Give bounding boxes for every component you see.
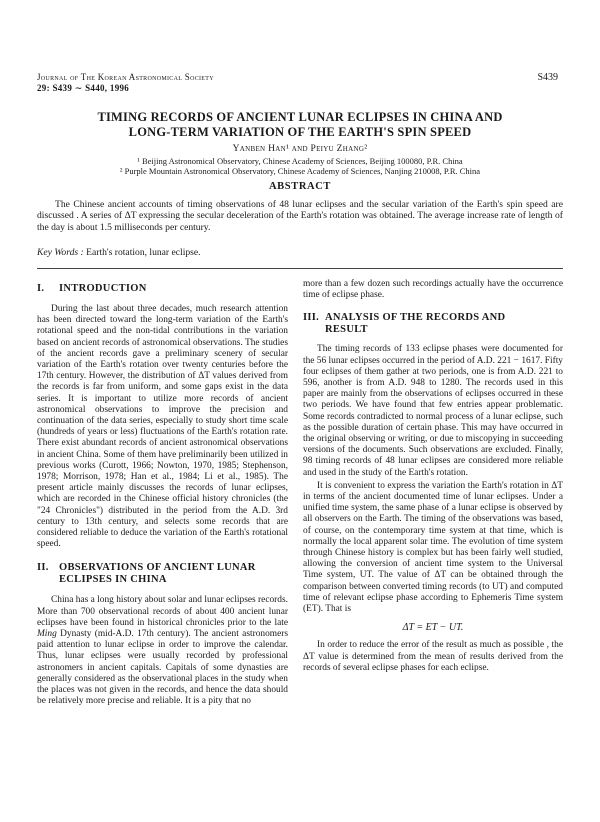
right-column (303, 279, 563, 674)
ming-dynasty-term: Ming (37, 629, 57, 640)
page-code: S439 (537, 72, 558, 83)
analysis-paragraph-1: The timing records of 133 eclipse phases were documented for the 56 lunar eclipses occurred in the period of A.D. 221 − 1617. Fifty four eclipses of them gather at two periods, one is from A.D. 221 to 596, another is from A.D. 948 to 1280. The records used in this paper are mainly from the observations of eclipses occurred in these two periods. We have found that few entries appear problematic. Some records contradicted to normal process of a lunar eclipse, such as the possible duration of certain phase. This may have occurred in the original observing or writing, or due to miscopying in succeeding versions of the documents. Such observations are excluded. Finally, 98 timing records of 48 lunar eclipses are considered more reliable and used in the study of the Earth's rotation. (303, 344, 563, 478)
section-title-line-1: OBSERVATIONS OF ANCIENT LUNAR (59, 562, 256, 574)
section-number: III. (303, 312, 320, 324)
section-title: INTRODUCTION (59, 283, 147, 294)
journal-header (37, 72, 214, 94)
introduction-paragraph: During the last about three decades, much research attention has been directed toward the long-term variation of the Earth's rotational speed and the non-tidal contributions in the variation based on ancient records of astronomical observations. The studies of the ancient records gave a preliminary scenery of secular variation of the Earth's rotation over twenty centuries before the 17th century. However, the distribution of ΔT values derived from the records is far from uniform, and some gaps exist in the data series. It is important to utilize more records of ancient astronomical observations to improve the precision and continuation of the data series, especially to study short time scale (hundreds of years or less) fluctuations of the Earth's rotation rate. There exist abundant records of ancient astronomical observations in ancient China. Some of them have preliminarily been utilized in previous works (Curott, 1966; Nowton, 1970, 1985; Stephenson, 1978; Morrison, 1978; Han et al., 1984; Li et al., 1985). The present article mainly discusses the records of lunar eclipses, which are recorded in the Chinese official history chronicles (the "24 Chronicles") distributed in the period from the A.D. 3rd century to 13th century, and selects some records that are considered reliable to deduce the variation of the Earth's rotational speed. (37, 304, 288, 550)
journal-name: Journal of The Korean Astronomical Society (37, 72, 214, 82)
affiliation-2: ² Purple Mountain Astronomical Observatory, Chinese Academy of Sciences, Nanjing 210008, P.R. China (119, 166, 481, 176)
observations-text-b: Dynasty (mid-A.D. 17th century). The ancient astronomers paid attention to lunar eclipse in order to improve the calendar. Thus, lunar eclipses were usually recorded by professional astronomers in ancient capitals. Capitals of some dynasties are generally considered as the observational places in the study when the places was not given in the records, and hence the data should be relatively more precise and reliable. It is a pity that no (37, 629, 288, 707)
section-number: II. (37, 562, 49, 574)
left-column (37, 283, 288, 708)
equation: ΔT = ET − UT. (402, 622, 464, 634)
abstract-heading: ABSTRACT (269, 181, 331, 192)
divider (37, 268, 563, 269)
section-title-line-1: ANALYSIS OF THE RECORDS AND (325, 312, 506, 324)
observations-continuation: more than a few dozen such recordings actually have the occurrence time of eclipse phase. (303, 279, 563, 301)
affiliation-1: ¹ Beijing Astronomical Observatory, Chinese Academy of Sciences, Beijing 100080, P.R. China (137, 156, 463, 166)
abstract-text: The Chinese ancient accounts of timing observations of 48 lunar eclipses and the secular variation of the Earth's spin speed are discussed . A series of ΔT expressing the secular deceleration of the Earth's rotation was obtained. The average increase rate of length of the day is about 1.5 milliseconds per century. (37, 199, 563, 233)
section-title-line-2: RESULT (325, 324, 368, 336)
keywords-label: Key Words : (37, 247, 84, 258)
analysis-paragraph-2: It is convenient to express the variation the Earth's rotation in ΔT in terms of the ancient documented time of lunar eclipses. Under a unified time system, the same phase of a lunar eclipse is observed by all observers on the Earth. The timing of the observations was based, of course, on the contemporary time system at that time, which is normally the local apparent solar time. The evolution of time system through Chinese history is complex but has been fairly well studied, allowing the conversion of ancient time system to the Universal Time system, UT. The value of ΔT can be obtained through the comparison between converted timing records (to UT) and computed time of relevant eclipse phase according to Ephemeris Time system (ET). That is (303, 480, 563, 615)
section-number: I. (37, 283, 45, 294)
volume-pages: 29: S439 ∼ S440, 1996 (37, 83, 130, 93)
section-title-line-2: ECLIPSES IN CHINA (59, 574, 167, 586)
observations-paragraph (37, 595, 288, 707)
paper-title (40, 110, 560, 140)
observations-text-a: China has a long history about solar and lunar eclipses records. More than 700 observational records of about 400 ancient lunar eclipses have been found in historical chronicles prior to the late (37, 595, 288, 628)
title-line-1: TIMING RECORDS OF ANCIENT LUNAR ECLIPSES IN CHINA AND (97, 110, 503, 124)
section-heading-introduction (37, 283, 288, 295)
title-line-2: LONG-TERM VARIATION OF THE EARTH'S SPIN SPEED (128, 125, 472, 139)
section-heading-observations (37, 562, 288, 586)
section-heading-analysis (303, 312, 563, 336)
authors: Yanben Han¹ and Peiyu Zhang² (232, 144, 368, 154)
analysis-paragraph-3: In order to reduce the error of the result as much as possible , the ΔT value is determined from the mean of results derived from the records of several eclipse phases for each eclipse. (303, 640, 563, 673)
keywords (37, 247, 201, 258)
keywords-text: Earth's rotation, lunar eclipse. (86, 247, 201, 258)
